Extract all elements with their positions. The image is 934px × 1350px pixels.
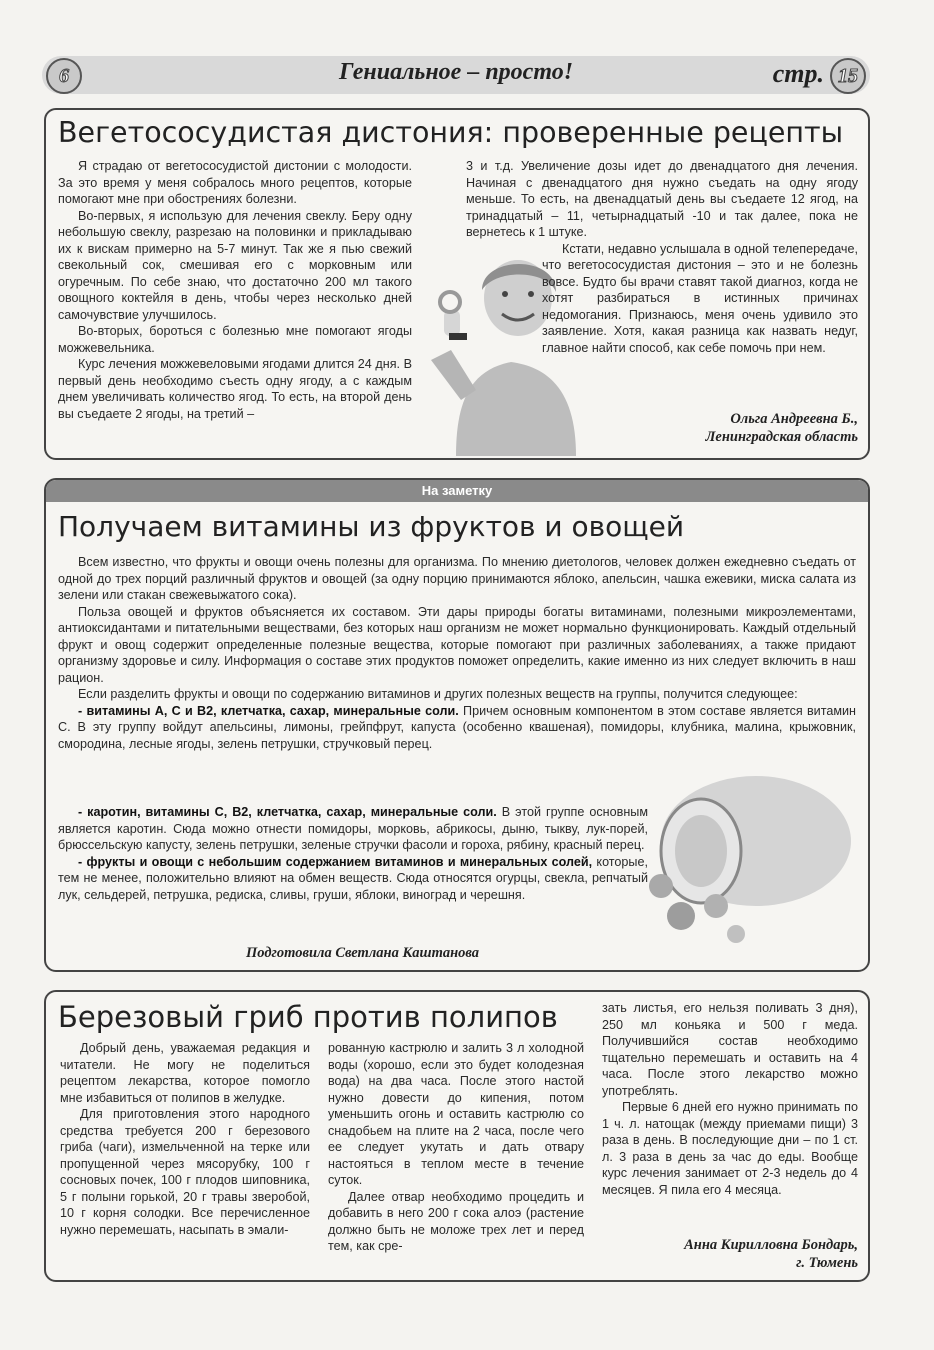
article-column-3 [602, 1000, 858, 1198]
paragraph: Всем известно, что фрукты и овощи очень полезны для организма. По мнению диетологов, человек должен ежедневно съедать от одной до трех порций различный фруктов и овощей (за одну порцию принимаются яблоко, апельсин, чашка ежевики, миска салата из зелени или стакан свежевыжатого сока). [58, 555, 856, 602]
rubric-title: Гениальное – просто! [338, 59, 574, 85]
paragraph: Кстати, недавно услышала в одной телепередаче, что вегетососудистая дистония – это и не болезнь вовсе. Будто бы врачи ставят такой диагноз, когда не хотят разбираться в истинных причинах недомогания. Признаюсь, меня очень удивило это заявление. Хотя, какая разница как назвать недуг, главное найти способ, как себе помочь при нем. [542, 241, 858, 355]
page-number-right: 15 [830, 58, 866, 94]
page-number-left: 6 [46, 58, 82, 94]
article-body [58, 554, 856, 752]
rubric-band [46, 480, 868, 502]
group-3 [58, 854, 648, 904]
paragraph: Для приготовления этого народного средства требуется 200 г березового гриба (чаги), измельченной на терке или пропущенной через мясорубку, 100 г сосновых почек, 100 г плодов шиповника, 5 г полыни горькой, 20 г травы зверобой, 10 г корня солодки. Все перечисленное нужно перемешать, насыпать в эмали- [60, 1107, 310, 1237]
paragraph: Во-вторых, бороться с болезнью мне помогают ягоды можжевельника. [58, 324, 412, 355]
article-vsd [44, 108, 870, 460]
page-header [42, 56, 870, 94]
author-name: Ольга Андреевна Б., [730, 411, 858, 427]
group-2-text: В этой группе основным является каротин. Сюда можно отнести помидоры, морковь, абрикосы, дыню, тыкву, лук-порей, брюссельскую капусту, зелень петрушки, зеленые стручки фасоли и гороха, рябину, красный перец. [58, 805, 648, 852]
paragraph: Добрый день, уважаемая редакция и читатели. Не могу не поделиться рецептом лекарства, которое помогло мне избавиться от полипов в желудке. [60, 1041, 310, 1105]
article-column-left [58, 158, 412, 422]
group-2 [58, 804, 648, 854]
group-2-heading: - каротин, витамины С, В2, клетчатка, сахар, минеральные соли. [78, 805, 497, 819]
group-1-text: Причем основным компонентом в этом составе является витамин С. В эту группу войдут апельсины, лимоны, грейпфрут, капуста (особенно квашеная), помидоры, клубника, малина, крыжовник, смородина, лесные ягоды, зелень петрушки, стручковый перец. [58, 703, 856, 751]
paragraph: Если разделить фрукты и овощи по содержанию витаминов и других полезных веществ на группы, получится следующее: [78, 687, 798, 701]
paragraph: Я страдаю от вегетососудистой дистонии с молодости. За это время у меня собралось много рецептов, которые помогают мне при обострениях болезни. [58, 159, 412, 206]
author-signature [684, 1236, 858, 1272]
article-column-2 [328, 1040, 584, 1255]
group-1-heading: - витамины А, С и В2, клетчатка, сахар, минеральные соли. [78, 703, 459, 718]
article-vitamins [44, 478, 870, 972]
group-3-text: которые, тем не менее, положительно влияют на обмен веществ. Сюда относятся огурцы, свекла, репчатый лук, сельдерей, петрушка, редиска, сливы, груши, яблоки, виноград и черешня. [58, 854, 648, 902]
author-signature [705, 410, 858, 446]
paragraph: Первые 6 дней его нужно принимать по 1 ч. л. натощак (между приемами пищи) 3 раза в день. В последующие дни – по 1 ст. л. 3 раза в день за час до еды. Вообще курс лечения занимает от 2-3 недель до 4 месяцев. Я пила его 4 месяца. [602, 1100, 858, 1197]
author-location: Ленинградская область [705, 429, 858, 445]
group-3-heading: - фрукты и овощи с небольшим содержанием витаминов и минеральных солей, [78, 854, 593, 869]
paragraph: Польза овощей и фруктов объясняется их составом. Эти дары природы богаты витаминами, полезными микроэлементами, антиоксидантами и питательными веществами, без которых наш организм не может нормально функционировать. Каждый отдельный фрукт и овощ содержит определенные полезные вещества, которые помогают при различных заболеваниях, а также придают организму здоровье и силу. Информация о составе этих продуктов поможет определить, какие именно из них следует включить в наш рацион. [58, 604, 856, 685]
paragraph: Во-первых, я использую для лечения свеклу. Беру одну небольшую свеклу, разрезаю на половинки и прикладываю их к вискам примерно на 5-7 минут. Так же я пью свежий свекольный сок, смешивая его с морковным или огуречным. По себе знаю, что достаточно 200 мл такого овощного коктейля в день, чтобы через несколько дней самочувствие улучшилось. [58, 208, 412, 322]
paragraph: Курс лечения можжевеловыми ягодами длится 24 дня. В первый день необходимо съесть одну ягоду, а с каждым днем увеличивать количество ягод. То есть, на второй день вы съедаете 2 ягоды, на третий – [58, 357, 412, 421]
author-location: г. Тюмень [796, 1255, 858, 1271]
article-column-right [466, 158, 858, 356]
paragraph: рованную кастрюлю и залить 3 л холодной воды (хорошо, если это будет колодезная вода) на два часа. После этого настой нужно довести до кипения, потом уменьшить огонь и оставить кастрюлю со снадобьем на плите на 2 часа, после чего ее следует укутать и дать отвару настояться в теплом месте в течение суток. [328, 1041, 584, 1187]
article-title: Вегетососудистая дистония: проверенные рецепты [58, 116, 844, 149]
article-title: Получаем витамины из фруктов и овощей [58, 510, 685, 543]
article-body-narrow [58, 804, 648, 903]
paragraph: зать листья, его нельзя поливать 3 дня), 250 мл коньяка и 500 г меда. Получившийся состав необходимо тщательно перемешать и оставить на 4 часа. После этого лекарство можно употреблять. [602, 1001, 858, 1098]
article-chaga [44, 990, 870, 1282]
rubric-label: На заметку [421, 483, 493, 498]
article-column-1 [60, 1040, 310, 1238]
author-signature: Подготовила Светлана Каштанова [246, 945, 480, 961]
paragraph: Далее отвар необходимо процедить и добавить в него 200 г сока алоэ (растение должно быть не моложе трех лет и перед тем, как сре- [328, 1189, 584, 1253]
author-name: Анна Кирилловна Бондарь, [684, 1237, 858, 1253]
page-label: стр. [772, 59, 824, 88]
article-title: Березовый гриб против полипов [58, 1000, 558, 1034]
paragraph: 3 и т.д. Увеличение дозы идет до двенадцатого дня лечения. Начиная с двенадцатого дня нужно съедать на одну ягоду меньше. То есть, на двенадцатый день вы съедаете 12 ягод, на тринадцатый – 11, четырнадцатый -10 и так далее, пока не вернетесь к 1 штуке. [466, 159, 858, 239]
group-1 [58, 703, 856, 753]
